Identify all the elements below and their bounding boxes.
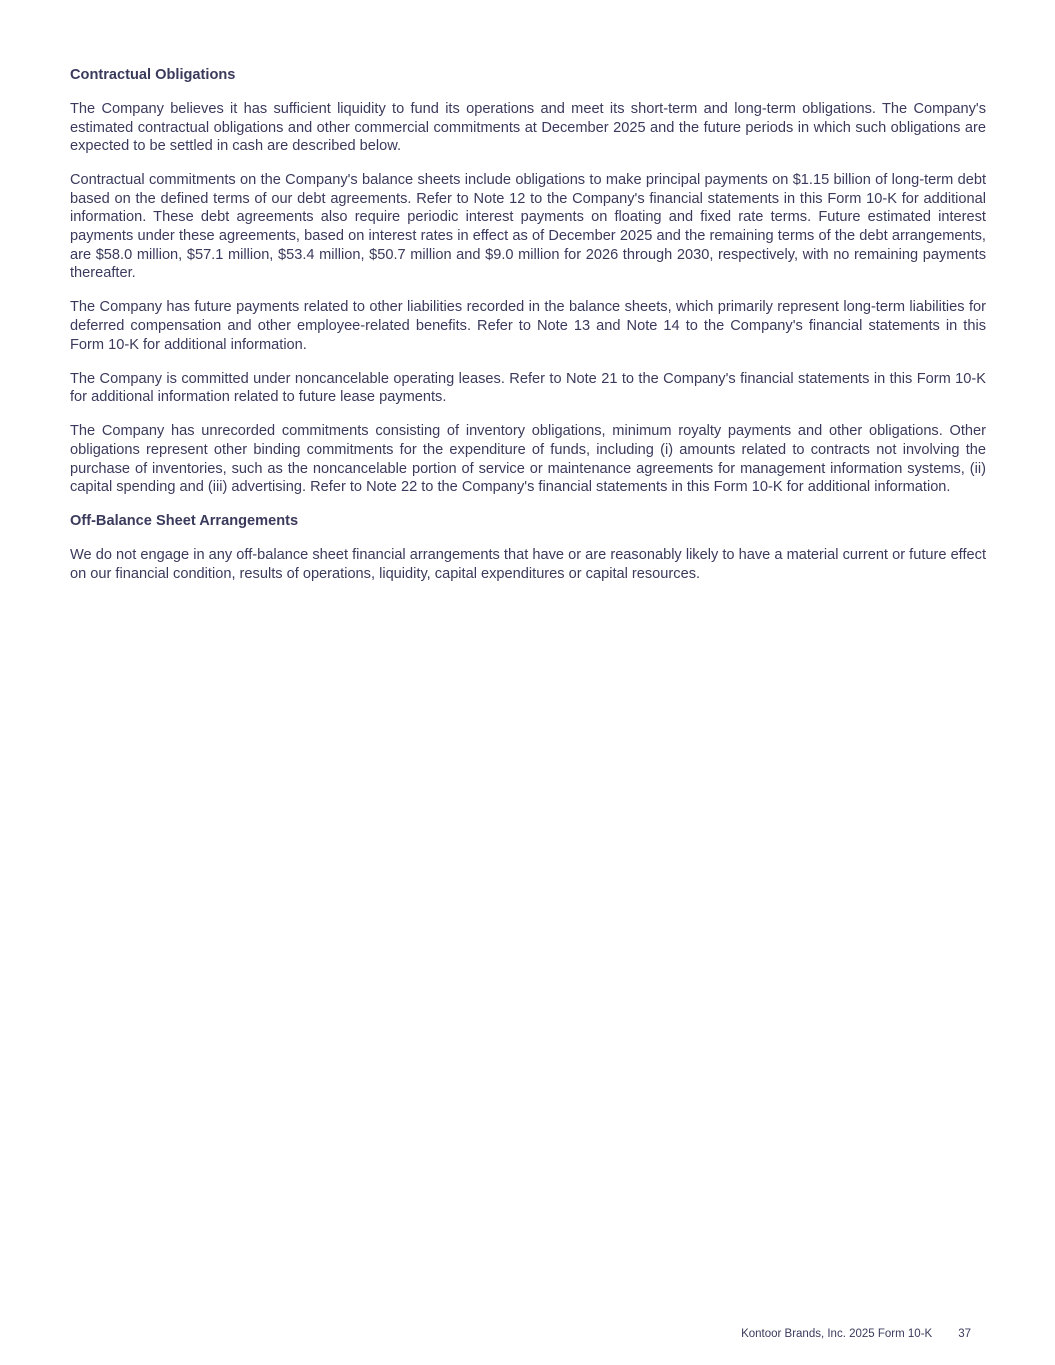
paragraph: The Company has unrecorded commitments consisting of inventory obligations, minimum royalty payments and other obligations. Other obligations represent other binding commitments for the expenditure of funds, including (i) amounts related to contracts not involving the purchase of inventories, such as the noncancelable portion of service or maintenance agreements for management information systems, (ii) capital spending and (iii) advertising. Refer to Note 22 to the Company's financial statements in this Form 10-K for additional information. [70,423,986,496]
paragraph: The Company believes it has sufficient liquidity to fund its operations and meet its short-term and long-term obligations. The Company's estimated contractual obligations and other commercial commitments at December 2025 and the future periods in which such obligations are expected to be settled in cash are described below. [70,101,986,155]
paragraph: The Company has future payments related to other liabilities recorded in the balance sheets, which primarily represent long-term liabilities for deferred compensation and other employee-related benefits. Refer to Note 13 and Note 14 to the Company's financial statements in this Form 10-K for additional information. [70,299,986,353]
section-heading-off-balance-sheet: Off-Balance Sheet Arrangements [70,513,299,530]
document-body [70,66,986,599]
paragraph: Contractual commitments on the Company's balance sheets include obligations to make principal payments on $1.15 billion of long-term debt based on the defined terms of our debt agreements. Refer to Note 12 to the Company's financial statements in this Form 10-K for additional information. These debt agreements also require periodic interest payments on floating and fixed rate terms. Future estimated interest payments under these agreements, based on interest rates in effect as of December 2025 and the remaining terms of the debt arrangements, are $58.0 million, $57.1 million, $53.4 million, $50.7 million and $9.0 million for 2026 through 2030, respectively, with no remaining payments thereafter. [70,172,986,282]
paragraph: The Company is committed under noncancelable operating leases. Refer to Note 21 to the Company's financial statements in this Form 10-K for additional information related to future lease payments. [70,370,986,406]
paragraph: We do not engage in any off-balance sheet financial arrangements that have or are reasonably likely to have a material current or future effect on our financial condition, results of operations, liquidity, capital expenditures or capital resources. [70,547,986,582]
page-footer [741,1327,971,1341]
footer-document-title: Kontoor Brands, Inc. 2025 Form 10-K [741,1328,933,1340]
page-number: 37 [958,1328,971,1340]
section-heading-contractual-obligations: Contractual Obligations [70,67,236,83]
